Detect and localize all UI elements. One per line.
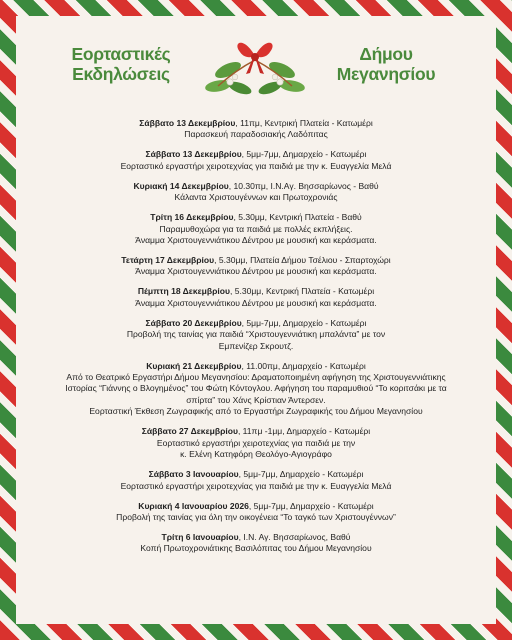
event-item [26,532,486,555]
event-time-location: , 5μμ-7μμ, Δημαρχείο - Κατωμέρι [238,469,364,480]
event-date: Κυριακή 14 Δεκεμβρίου [133,180,229,191]
event-item [26,361,486,418]
event-item [26,469,486,492]
event-heading [26,212,486,223]
event-description: Εορταστικό εργαστήρι χειροτεχνίας για παιδιά με την [156,437,356,448]
title-meganisi-municipality [316,44,456,84]
event-date: Σάββατο 27 Δεκεμβρίου [141,426,238,437]
event-item [26,318,486,352]
event-item [26,118,486,141]
event-description: Παραμυθοχώρα για τα παιδιά με πολλές εκπλήξεις. [159,223,353,234]
event-item [26,501,486,524]
event-description: Εορταστική Έκθεση Ζωγραφικής από το Εργαστήρι Ζωγραφικής του Δήμου Μεγανησίου [89,406,423,417]
event-item [26,212,486,246]
event-date: Κυριακή 21 Δεκεμβρίου [146,360,242,371]
event-item [26,181,486,204]
event-description: Κάλαντα Χριστουγέννων και Πρωτοχρονιάς [174,192,338,203]
title-festive-events [56,44,186,84]
event-item [26,286,486,309]
poster-header [16,16,496,112]
event-time-location: , 5μμ-7μμ, Δημαρχείο - Κατωμέρι [241,317,367,328]
event-heading [26,181,486,192]
event-date: Τρίτη 6 Ιανουαρίου [161,531,239,542]
event-description: Ιστορίας “Γιάννης ο Βλογημένος” του Φώτη Κόντογλου. Αφήγηση του παραμυθιού “Το κοριτσάκι με τα [65,383,447,394]
event-heading [26,501,486,512]
event-description: Εορταστικό εργαστήρι χειροτεχνίας για παιδιά με την κ. Ευαγγελία Μελά [120,160,392,171]
event-date: Σάββατο 3 Ιανουαρίου [148,469,239,480]
event-item [26,426,486,460]
event-time-location: , 11.00πμ, Δημαρχείο - Κατωμέρι [241,360,366,371]
event-description: Εορταστικό εργαστήρι χειροτεχνίας για παιδιά με την κ. Ευαγγελία Μελά [120,480,392,491]
event-date: Σάββατο 20 Δεκεμβρίου [145,317,242,328]
poster-card [16,16,496,624]
event-time-location: , 5.30μμ, Κεντρική Πλατεία - Βαθύ [233,212,362,223]
event-date: Κυριακή 4 Ιανουαρίου 2026 [138,500,249,511]
event-heading [26,361,486,372]
mistletoe-with-red-bow-icon [196,30,314,104]
event-description: Προβολή της ταινίας για παιδιά “Χριστουγεννιάτικη μπαλάντα” με τον [126,329,386,340]
event-date: Τετάρτη 17 Δεκεμβρίου [121,255,215,266]
event-time-location: , 5.30μμ, Κεντρική Πλατεία - Κατωμέρι [229,286,375,297]
event-time-location: , 5.30μμ, Πλατεία Δήμου Τσέλιου - Σπαρτοχώρι [214,255,391,266]
event-description: σπίρτα” του Χάνς Κρίστιαν Άντερσεν. [186,394,326,405]
event-date: Τρίτη 16 Δεκεμβρίου [150,212,234,223]
event-heading [26,318,486,329]
event-time-location: , 10.30πμ, Ι.Ν.Αγ. Βησσαρίωνος - Βαθύ [228,180,379,191]
event-description: Άναμμα Χριστουγεννιάτικου Δέντρου με μουσική και κεράσματα. [135,266,377,277]
title-left-line: Εορταστικές [71,44,171,64]
event-time-location: , Ι.Ν. Αγ. Βησσαρίωνος, Βαθύ [238,531,351,542]
event-description: κ. Ελένη Κατηφόρη Θεολόγο-Αγιογράφο [180,449,332,460]
event-description: Από το Θεατρικό Εργαστήρι Δήμου Μεγανησίου: Δραματοποιημένη αφήγηση της Χριστουγεννιάτικης [66,372,446,383]
event-heading [26,118,486,129]
event-list [26,118,486,563]
title-right-line: Δήμου [359,44,413,64]
event-item [26,255,486,278]
event-date: Σάββατο 13 Δεκεμβρίου [139,118,236,128]
event-description: Εμπενίζερ Σκρουτζ. [218,340,294,351]
event-description: Άναμμα Χριστουγεννιάτικου Δέντρου με μουσική και κεράσματα. [135,297,377,308]
event-heading [26,469,486,480]
event-time-location: , 5μμ-7μμ, Δημαρχείο - Κατωμέρι [241,149,367,160]
event-heading [26,532,486,543]
event-description: Άναμμα Χριστουγεννιάτικου Δέντρου με μουσική και κεράσματα. [135,235,377,246]
event-time-location: , 11πμ, Κεντρική Πλατεία - Κατωμέρι [235,118,373,128]
event-heading [26,426,486,437]
event-heading [26,286,486,297]
event-date: Σάββατο 13 Δεκεμβρίου [145,149,242,160]
event-time-location: , 11πμ -1μμ, Δημαρχείο - Κατωμέρι [237,426,371,437]
event-description: Παρασκευή παραδοσιακής Λαδόπιτας [184,129,328,140]
event-heading [26,255,486,266]
title-right-line: Μεγανησίου [336,64,436,84]
event-date: Πέμπτη 18 Δεκεμβρίου [137,286,230,297]
title-left-line: Εκδηλώσεις [72,64,170,84]
event-item [26,149,486,172]
event-description: Κοπή Πρωτοχρονιάτικης Βασιλόπιτας του Δήμου Μεγανησίου [140,543,372,554]
event-time-location: , 5μμ-7μμ, Δημαρχείο - Κατωμέρι [248,500,374,511]
event-description: Προβολή της ταινίας για όλη την οικογένεια “Το ταγκό των Χριστουγέννων” [116,511,396,522]
event-heading [26,149,486,160]
